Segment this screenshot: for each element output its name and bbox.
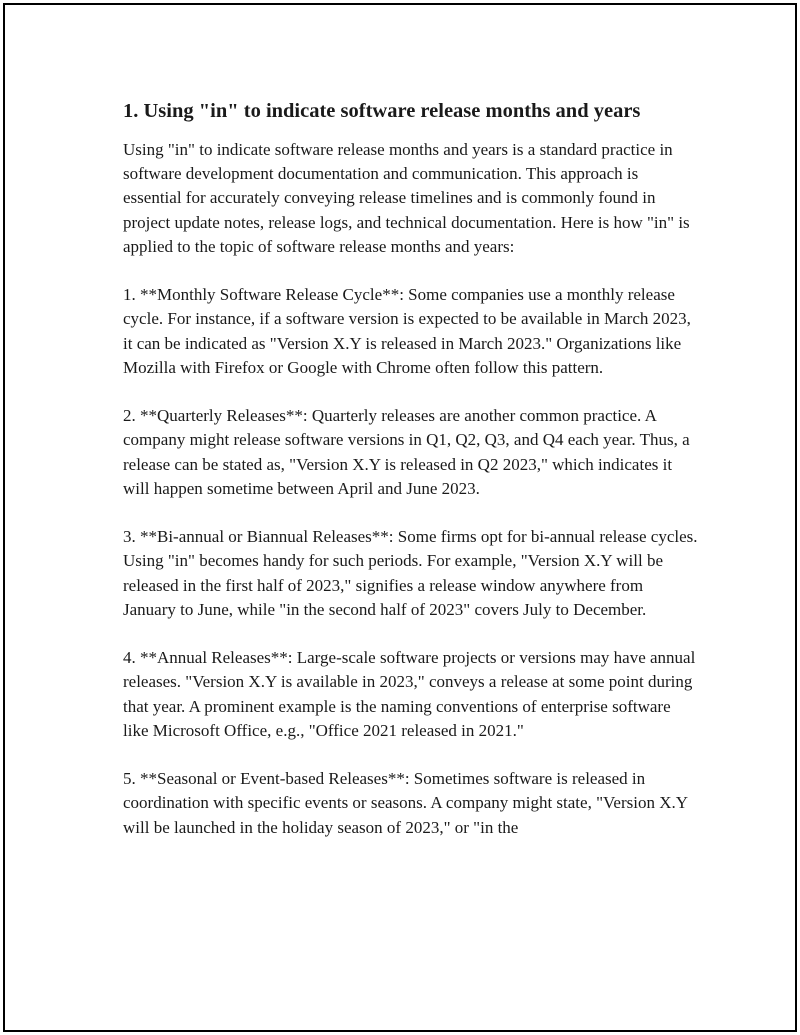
list-item-seasonal-releases: 5. **Seasonal or Event-based Releases**: Sometimes software is released in coordination with specific events or seasons. A company might state, "Version X.Y will be launched in the holiday season of 2023," or "in the (123, 769, 688, 837)
list-item-quarterly-releases: 2. **Quarterly Releases**: Quarterly releases are another common practice. A company might release software versions in Q1, Q2, Q3, and Q4 each year. Thus, a release can be stated as, "Version X.Y is released in Q2 2023," which indicates it will happen sometime between April and June 2023. (123, 406, 690, 498)
section-heading: 1. Using "in" to indicate software release months and years (123, 100, 641, 122)
list-item-annual-releases: 4. **Annual Releases**: Large-scale software projects or versions may have annual releases. "Version X.Y is available in 2023," conveys a release at some point during that year. A prominent example is the naming conventions of enterprise software like Microsoft Office, e.g., "Office 2021 released in 2021." (123, 648, 696, 740)
document-body (120, 97, 700, 840)
list-item-monthly-releases: 1. **Monthly Software Release Cycle**: Some companies use a monthly release cycle. For instance, if a software version is expected to be available in March 2023, it can be indicated as "Version X.Y is released in March 2023." Organizations like Mozilla with Firefox or Google with Chrome often follow this pattern. (123, 285, 691, 377)
intro-paragraph: Using "in" to indicate software release months and years is a standard practice in software development documentation and communication. This approach is essential for accurately conveying release timelines and is commonly found in project update notes, release logs, and technical documentation. Here is how "in" is applied to the topic of software release months and years: (123, 140, 690, 256)
list-item-biannual-releases: 3. **Bi-annual or Biannual Releases**: Some firms opt for bi-annual release cycles. Using "in" becomes handy for such periods. For example, "Version X.Y will be released in the first half of 2023," signifies a release window anywhere from January to June, while "in the second half of 2023" covers July to December. (123, 527, 698, 619)
page-frame (3, 3, 797, 1032)
